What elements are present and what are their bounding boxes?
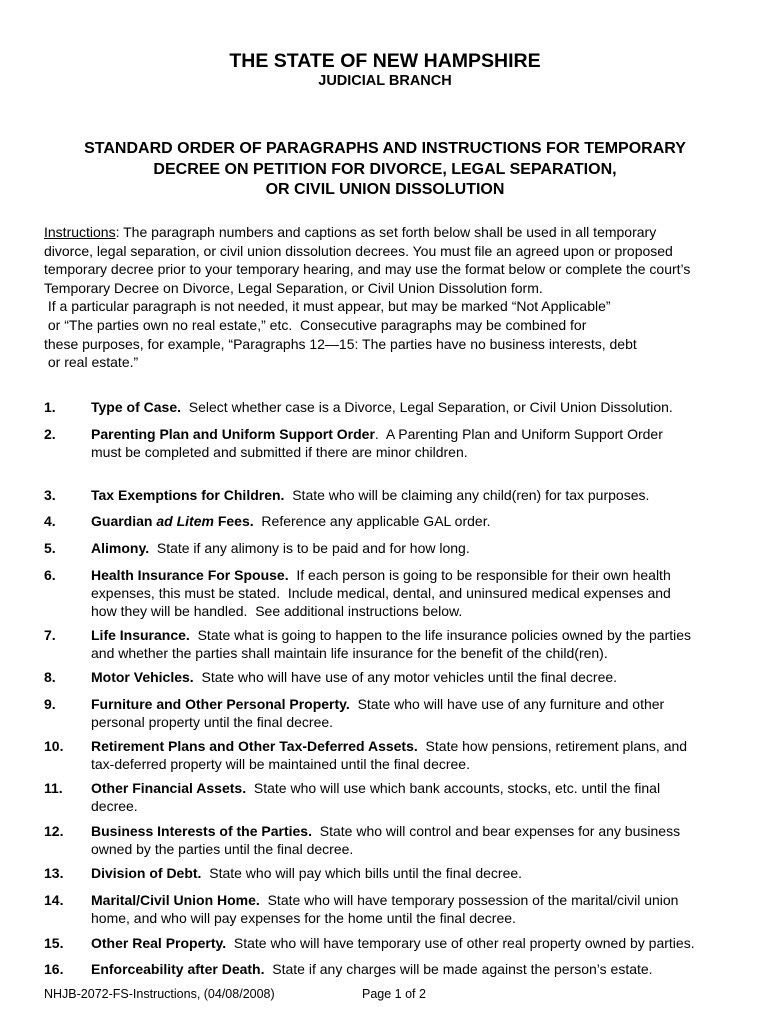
paragraph-caption: Retirement Plans and Other Tax-Deferred Assets. bbox=[91, 738, 418, 754]
state-heading: THE STATE OF NEW HAMPSHIRE bbox=[229, 50, 541, 72]
paragraph-line: Tax Exemptions for Children. State who will be claiming any child(ren) for tax purposes. bbox=[91, 487, 650, 503]
paragraph-caption: Life Insurance. bbox=[91, 627, 190, 643]
paragraph-line: expenses, this must be stated. Include medical, dental, and uninsured medical expenses and bbox=[91, 585, 671, 601]
paragraph-number: 15. bbox=[44, 935, 64, 951]
paragraph-caption: Health Insurance For Spouse. bbox=[91, 567, 289, 583]
paragraph-number: 12. bbox=[44, 823, 64, 839]
paragraph-number: 8. bbox=[44, 669, 56, 685]
paragraph-caption: Guardian ad Litem Fees. bbox=[91, 513, 254, 529]
paragraph-caption: Type of Case. bbox=[91, 399, 181, 415]
paragraph-line: Other Financial Assets. State who will use which bank accounts, stocks, etc. until the final bbox=[91, 780, 661, 796]
paragraph-line: and whether the parties shall maintain life insurance for the benefit of the child(ren). bbox=[91, 645, 608, 661]
paragraph-body bbox=[91, 626, 751, 662]
instructions-paragraph bbox=[44, 223, 744, 372]
paragraph-body bbox=[91, 864, 751, 882]
paragraph-caption: Division of Debt. bbox=[91, 865, 202, 881]
paragraph-body bbox=[91, 425, 751, 461]
paragraph-body bbox=[91, 822, 751, 858]
paragraph-body bbox=[91, 398, 751, 416]
paragraph-caption: Tax Exemptions for Children. bbox=[91, 487, 285, 503]
paragraph-number: 3. bbox=[44, 487, 56, 503]
paragraph-line: Retirement Plans and Other Tax-Deferred Assets. State how pensions, retirement plans, and bbox=[91, 738, 688, 754]
title-line: DECREE ON PETITION FOR DIVORCE, LEGAL SEPARATION, bbox=[153, 160, 617, 178]
paragraph-number: 2. bbox=[44, 426, 56, 442]
paragraph-caption: Marital/Civil Union Home. bbox=[91, 892, 260, 908]
paragraph-line: Guardian ad Litem Fees. Reference any applicable GAL order. bbox=[91, 513, 491, 529]
paragraph-body bbox=[91, 934, 751, 952]
paragraph-body bbox=[91, 737, 751, 773]
paragraph-number: 14. bbox=[44, 892, 64, 908]
paragraph-body bbox=[91, 779, 751, 815]
paragraph-number: 4. bbox=[44, 513, 56, 529]
paragraph-line: Motor Vehicles. State who will have use of any motor vehicles until the final decree. bbox=[91, 669, 618, 685]
paragraph-number: 7. bbox=[44, 627, 56, 643]
paragraph-number: 6. bbox=[44, 567, 56, 583]
intro-line: If a particular paragraph is not needed, it must appear, but may be marked “Not Applicable” bbox=[44, 298, 611, 315]
paragraph-line: decree. bbox=[91, 798, 138, 814]
paragraph-line: tax-deferred property will be maintained until the final decree. bbox=[91, 756, 470, 772]
paragraph-number: 9. bbox=[44, 696, 56, 712]
paragraph-number: 13. bbox=[44, 865, 64, 881]
paragraph-caption: Motor Vehicles. bbox=[91, 669, 194, 685]
paragraph-line: Life Insurance. State what is going to happen to the life insurance policies owned by the parties bbox=[91, 627, 692, 643]
document-title bbox=[0, 139, 770, 201]
paragraph-body bbox=[91, 566, 751, 620]
paragraph-line: owned by the parties until the final decree. bbox=[91, 841, 354, 857]
paragraph-caption: Parenting Plan and Uniform Support Order bbox=[91, 426, 375, 442]
paragraph-line: Enforceability after Death. State if any charges will be made against the person’s estate. bbox=[91, 961, 653, 977]
intro-line: these purposes, for example, “Paragraphs 12—15: The parties have no business interests, debt bbox=[44, 335, 637, 352]
intro-line: temporary decree prior to your temporary hearing, and may use the format below or complete the court’s bbox=[44, 261, 691, 278]
paragraph-body bbox=[91, 960, 751, 978]
paragraph-line: Alimony. State if any alimony is to be paid and for how long. bbox=[91, 540, 470, 556]
instructions-label: Instructions bbox=[44, 224, 116, 240]
paragraph-number: 11. bbox=[44, 780, 63, 796]
paragraph-number: 10. bbox=[44, 738, 64, 754]
title-line: OR CIVIL UNION DISSOLUTION bbox=[265, 181, 505, 198]
intro-line: or real estate.” bbox=[44, 354, 139, 371]
intro-line: Temporary Decree on Divorce, Legal Separation, or Civil Union Dissolution form. bbox=[44, 279, 543, 296]
paragraph-body bbox=[91, 891, 751, 927]
paragraph-line: Other Real Property. State who will have temporary use of other real property owned by parties. bbox=[91, 935, 695, 951]
paragraph-caption: Other Real Property. bbox=[91, 935, 227, 951]
paragraph-line: Marital/Civil Union Home. State who will have temporary possession of the marital/civil union bbox=[91, 892, 679, 908]
paragraph-caption: Alimony. bbox=[91, 540, 150, 556]
paragraph-line: Type of Case. Select whether case is a Divorce, Legal Separation, or Civil Union Dissolution. bbox=[91, 399, 673, 415]
paragraph-line: Furniture and Other Personal Property. State who will have use of any furniture and other bbox=[91, 696, 665, 712]
paragraph-line: personal property until the final decree. bbox=[91, 714, 334, 730]
intro-line: Instructions: The paragraph numbers and captions as set forth below shall be used in all temporary bbox=[44, 224, 657, 240]
paragraph-caption: Business Interests of the Parties. bbox=[91, 823, 312, 839]
paragraph-body bbox=[91, 695, 751, 731]
intro-line: divorce, legal separation, or civil union dissolution decrees. You must file an agreed upon or proposed bbox=[44, 242, 673, 259]
paragraph-number: 1. bbox=[44, 399, 56, 415]
paragraph-body bbox=[91, 668, 751, 686]
paragraph-body bbox=[91, 512, 751, 530]
paragraph-line: home, and who will pay expenses for the home until the final decree. bbox=[91, 910, 516, 926]
branch-heading: JUDICIAL BRANCH bbox=[318, 73, 452, 89]
paragraph-line: Parenting Plan and Uniform Support Order. A Parenting Plan and Uniform Support Order bbox=[91, 426, 663, 442]
paragraph-line: Division of Debt. State who will pay which bills until the final decree. bbox=[91, 865, 523, 881]
title-line: STANDARD ORDER OF PARAGRAPHS AND INSTRUCTIONS FOR TEMPORARY bbox=[84, 140, 686, 157]
paragraph-caption: Other Financial Assets. bbox=[91, 780, 247, 796]
paragraph-number: 5. bbox=[44, 540, 56, 556]
paragraph-line: Health Insurance For Spouse. If each person is going to be responsible for their own health bbox=[91, 567, 671, 583]
paragraph-body bbox=[91, 486, 751, 504]
paragraph-line: how they will be handled. See additional instructions below. bbox=[91, 603, 463, 619]
intro-line: or “The parties own no real estate,” etc. Consecutive paragraphs may be combined for bbox=[44, 316, 587, 333]
page-number: Page 1 of 2 bbox=[362, 987, 426, 1001]
form-id: NHJB-2072-FS-Instructions, (04/08/2008) bbox=[44, 987, 275, 1001]
paragraph-caption: Furniture and Other Personal Property. bbox=[91, 696, 350, 712]
paragraph-line: must be completed and submitted if there are minor children. bbox=[91, 444, 468, 460]
paragraph-number: 16. bbox=[44, 961, 64, 977]
paragraph-line: Business Interests of the Parties. State who will control and bear expenses for any business bbox=[91, 823, 681, 839]
paragraph-body bbox=[91, 539, 751, 557]
paragraph-caption: Enforceability after Death. bbox=[91, 961, 265, 977]
